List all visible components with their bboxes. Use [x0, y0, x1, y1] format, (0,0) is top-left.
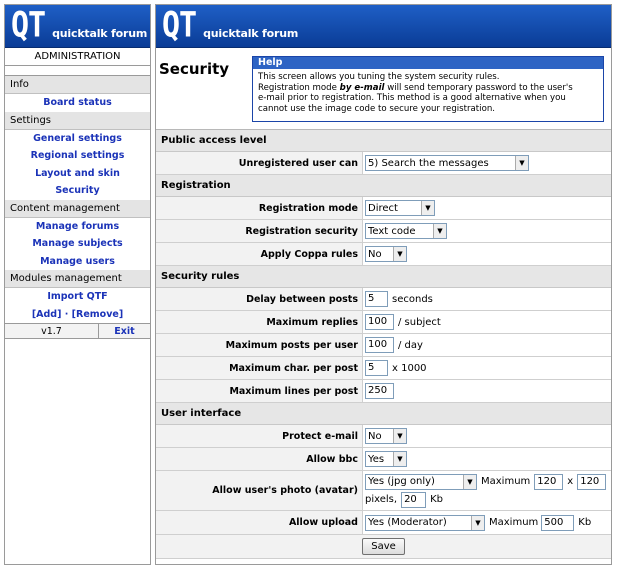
chevron-down-icon: ▼: [463, 475, 476, 489]
section-user-interface: User interface: [156, 403, 611, 425]
avatar-select[interactable]: Yes (jpg only) ▼: [365, 474, 477, 490]
allow-bbc-label: Allow bbc: [156, 448, 363, 470]
row-delay: [156, 288, 611, 311]
row-avatar: [156, 471, 611, 511]
delay-unit: seconds: [392, 293, 433, 305]
help-line: e-mail prior to registration. This method is a good alternative when you: [258, 93, 566, 103]
chevron-down-icon: ▼: [433, 224, 446, 238]
max-posts-label: Maximum posts per user: [156, 334, 363, 356]
help-box: [252, 56, 604, 122]
protect-email-label: Protect e-mail: [156, 425, 363, 447]
sidebar-item-manage-forums[interactable]: Manage forums: [35, 220, 120, 232]
avatar-kb-input[interactable]: 20: [401, 492, 426, 508]
row-allow-upload: [156, 511, 611, 535]
avatar-kb-unit: Kb: [430, 494, 443, 505]
chevron-down-icon: ▼: [471, 516, 484, 530]
max-posts-unit: / day: [398, 339, 423, 351]
upload-max-label: Maximum: [489, 517, 539, 528]
security-form: [156, 129, 611, 559]
save-button[interactable]: Save: [362, 538, 405, 555]
registration-mode-select[interactable]: Direct ▼: [365, 200, 435, 216]
registration-mode-label: Registration mode: [156, 197, 363, 219]
row-registration-security: [156, 220, 611, 243]
sidebar-section-info: Info: [5, 76, 150, 94]
unregistered-select[interactable]: 5) Search the messages ▼: [365, 155, 529, 171]
max-posts-input[interactable]: 100: [365, 337, 394, 353]
brand-name: quicktalk forum: [203, 26, 299, 40]
help-title: Help: [253, 57, 603, 69]
sidebar-section-settings: Settings: [5, 112, 150, 130]
upload-kb-unit: Kb: [578, 517, 592, 528]
row-registration-mode: [156, 197, 611, 220]
sidebar-item-add-remove[interactable]: [Add] · [Remove]: [31, 308, 124, 320]
section-registration: Registration: [156, 175, 611, 197]
sidebar-section-modules: Modules management: [5, 270, 150, 288]
brand-logo: QT: [162, 5, 197, 46]
sidebar-section-content: Content management: [5, 200, 150, 218]
row-max-lines: [156, 380, 611, 403]
delay-label: Delay between posts: [156, 288, 363, 310]
row-unregistered: [156, 152, 611, 175]
max-lines-label: Maximum lines per post: [156, 380, 363, 402]
sidebar-item-manage-subjects[interactable]: Manage subjects: [32, 238, 123, 249]
exit-link[interactable]: Exit: [99, 324, 150, 338]
max-replies-label: Maximum replies: [156, 311, 363, 333]
main-panel: [155, 4, 612, 565]
help-line: cannot use the image code to secure your registration.: [258, 103, 496, 114]
delay-input[interactable]: 5: [365, 291, 388, 307]
avatar-width-input[interactable]: 120: [534, 474, 563, 490]
help-line: This screen allows you tuning the system security rules.: [258, 72, 500, 82]
chevron-down-icon: ▼: [393, 429, 406, 443]
sidebar-item-import-qtf[interactable]: Import QTF: [47, 291, 108, 302]
page-title: Security: [159, 60, 230, 78]
row-allow-bbc: [156, 448, 611, 471]
version-label: v1.7: [5, 324, 99, 338]
sidebar-item-board-status[interactable]: Board status: [43, 97, 112, 108]
sidebar-footer: [5, 323, 150, 339]
avatar-label: Allow user's photo (avatar): [156, 471, 363, 510]
row-max-replies: [156, 311, 611, 334]
registration-security-select[interactable]: Text code ▼: [365, 223, 447, 239]
sidebar-spacer: [5, 66, 150, 76]
coppa-label: Apply Coppa rules: [156, 243, 363, 265]
allow-upload-label: Allow upload: [156, 511, 363, 534]
max-chars-input[interactable]: 5: [365, 360, 388, 376]
sidebar-item-layout-and-skin[interactable]: Layout and skin: [35, 167, 120, 179]
section-public-access: Public access level: [156, 130, 611, 152]
avatar-x-label: x: [567, 476, 574, 487]
protect-email-select[interactable]: No ▼: [365, 428, 407, 444]
avatar-pixels-label: pixels,: [365, 494, 398, 505]
sidebar-brand: [5, 5, 150, 48]
brand-name: quicktalk forum: [52, 26, 148, 40]
max-lines-input[interactable]: 250: [365, 383, 394, 399]
avatar-max-label: Maximum: [481, 476, 531, 487]
avatar-height-input[interactable]: 120: [577, 474, 606, 490]
row-coppa: [156, 243, 611, 266]
sidebar-item-regional-settings[interactable]: Regional settings: [30, 150, 125, 161]
upload-kb-input[interactable]: 500: [541, 515, 574, 531]
registration-security-label: Registration security: [156, 220, 363, 242]
max-chars-label: Maximum char. per post: [156, 357, 363, 379]
allow-bbc-select[interactable]: Yes ▼: [365, 451, 407, 467]
section-security-rules: Security rules: [156, 266, 611, 288]
chevron-down-icon: ▼: [393, 452, 406, 466]
max-replies-input[interactable]: 100: [365, 314, 394, 330]
help-line: Registration mode by e-mail will send temporary password to the user's: [258, 82, 573, 93]
row-max-chars: [156, 357, 611, 380]
max-replies-unit: / subject: [398, 316, 441, 328]
unregistered-label: Unregistered user can: [156, 152, 363, 174]
admin-label: ADMINISTRATION: [5, 48, 150, 66]
sidebar-item-security[interactable]: Security: [55, 185, 100, 196]
main-brand: [156, 5, 611, 48]
sidebar: [4, 4, 151, 565]
sidebar-item-manage-users[interactable]: Manage users: [40, 255, 115, 267]
row-max-posts: [156, 334, 611, 357]
chevron-down-icon: ▼: [393, 247, 406, 261]
brand-logo: QT: [11, 5, 46, 46]
chevron-down-icon: ▼: [515, 156, 528, 170]
help-text: [253, 69, 603, 114]
save-row: [156, 535, 611, 559]
help-emphasis: by e-mail: [339, 82, 385, 93]
row-protect-email: [156, 425, 611, 448]
allow-upload-select[interactable]: Yes (Moderator) ▼: [365, 515, 485, 531]
coppa-select[interactable]: No ▼: [365, 246, 407, 262]
max-chars-unit: x 1000: [392, 362, 427, 374]
chevron-down-icon: ▼: [421, 201, 434, 215]
sidebar-item-general-settings[interactable]: General settings: [33, 132, 122, 144]
